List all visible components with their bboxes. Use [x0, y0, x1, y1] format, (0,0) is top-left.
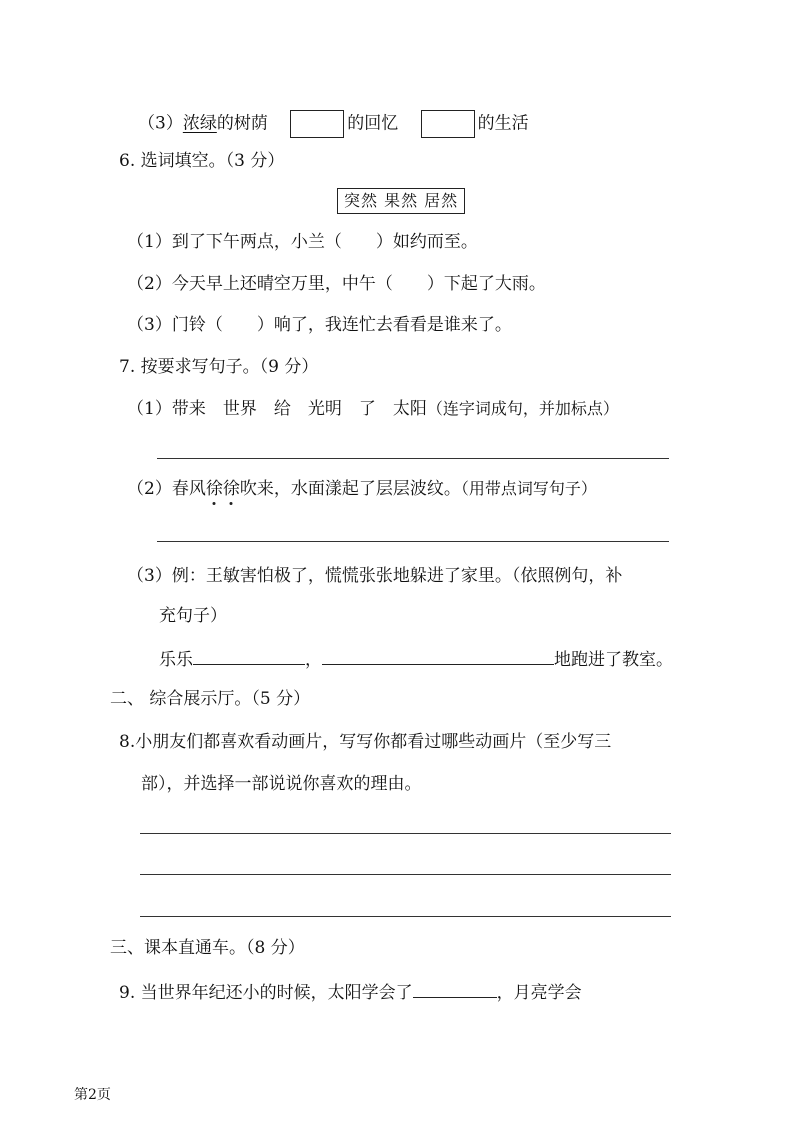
- blank-1[interactable]: [193, 648, 305, 665]
- q9-pre: 9. 当世界年纪还小的时候，太阳学会了: [119, 983, 413, 1003]
- q5-phrase: 的树荫: [216, 113, 268, 134]
- section-2-title: 二、 综合展示厅。（5 分）: [110, 689, 311, 709]
- q8-line-2: 部），并选择一部说说你喜欢的理由。: [141, 774, 422, 794]
- answer-line-q7-2[interactable]: [157, 541, 669, 542]
- answer-box-2[interactable]: [421, 110, 475, 138]
- q7-item-1: [127, 398, 619, 420]
- q5-underlined-word: 浓绿: [182, 113, 217, 134]
- dotted-char-2: 徐: [222, 479, 240, 499]
- q5-end-text: 的生活: [477, 113, 529, 134]
- answer-line-q8-2[interactable]: [140, 874, 671, 875]
- answer-line-q8-1[interactable]: [140, 833, 671, 834]
- q7-item-2-post: 吹来，水面漾起了层层波纹。: [239, 479, 461, 499]
- q5-item-3: [138, 110, 529, 138]
- q6-item-3: （3）门铃（ ）响了，我连忙去看看是谁来了。: [127, 315, 512, 335]
- q7-item-2-note: （用带点词写句子）: [460, 479, 597, 498]
- fill-subject: 乐乐: [159, 650, 193, 670]
- q6-title: 6. 选词填空。（3 分）: [119, 151, 285, 171]
- q7-title: 7. 按要求写句子。（9 分）: [119, 357, 319, 377]
- q6-item-2: （2）今天早上还晴空万里，中午（ ）下起了大雨。: [127, 274, 546, 294]
- fill-end: 地跑进了教室。: [554, 650, 673, 670]
- q9-text: [119, 981, 582, 1004]
- q6-item-1: （1）到了下午两点，小兰（ ）如约而至。: [127, 232, 478, 252]
- section-3-title: 三、课本直通车。（8 分）: [110, 938, 305, 958]
- word-choice-box: 突然 果然 居然: [337, 188, 465, 214]
- q7-item-3-line2: 充句子）: [159, 606, 227, 626]
- q7-item-3-line1: （3）例：王敏害怕极了，慌慌张张地躲进了家里。（依照例句，补: [127, 566, 623, 586]
- answer-line-q8-3[interactable]: [140, 916, 671, 917]
- q5-mid-text: 的回忆: [347, 113, 399, 134]
- q7-item-2-pre: （2）春风: [127, 479, 206, 499]
- answer-box-1[interactable]: [290, 110, 344, 138]
- answer-line-q7-1[interactable]: [157, 458, 669, 459]
- blank-2[interactable]: [322, 648, 554, 665]
- fill-comma: ，: [305, 650, 322, 670]
- q7-item-3-fill: [159, 648, 673, 671]
- q7-item-2: [127, 478, 597, 500]
- dotted-char-1: 徐: [205, 479, 223, 499]
- page-number: 第2页: [74, 1087, 111, 1103]
- q9-post: ，月亮学会: [496, 983, 582, 1003]
- q7-item-1-note: （连字词成句，并加标点）: [426, 399, 619, 418]
- q8-line-1: 8.小朋友们都喜欢看动画片，写写你都看过哪些动画片（至少写三: [119, 732, 612, 752]
- blank-q9[interactable]: [413, 981, 497, 998]
- q5-item-3-num: （3）: [138, 113, 183, 134]
- q7-item-1-words: （1）带来 世界 给 光明 了 太阳: [127, 399, 427, 419]
